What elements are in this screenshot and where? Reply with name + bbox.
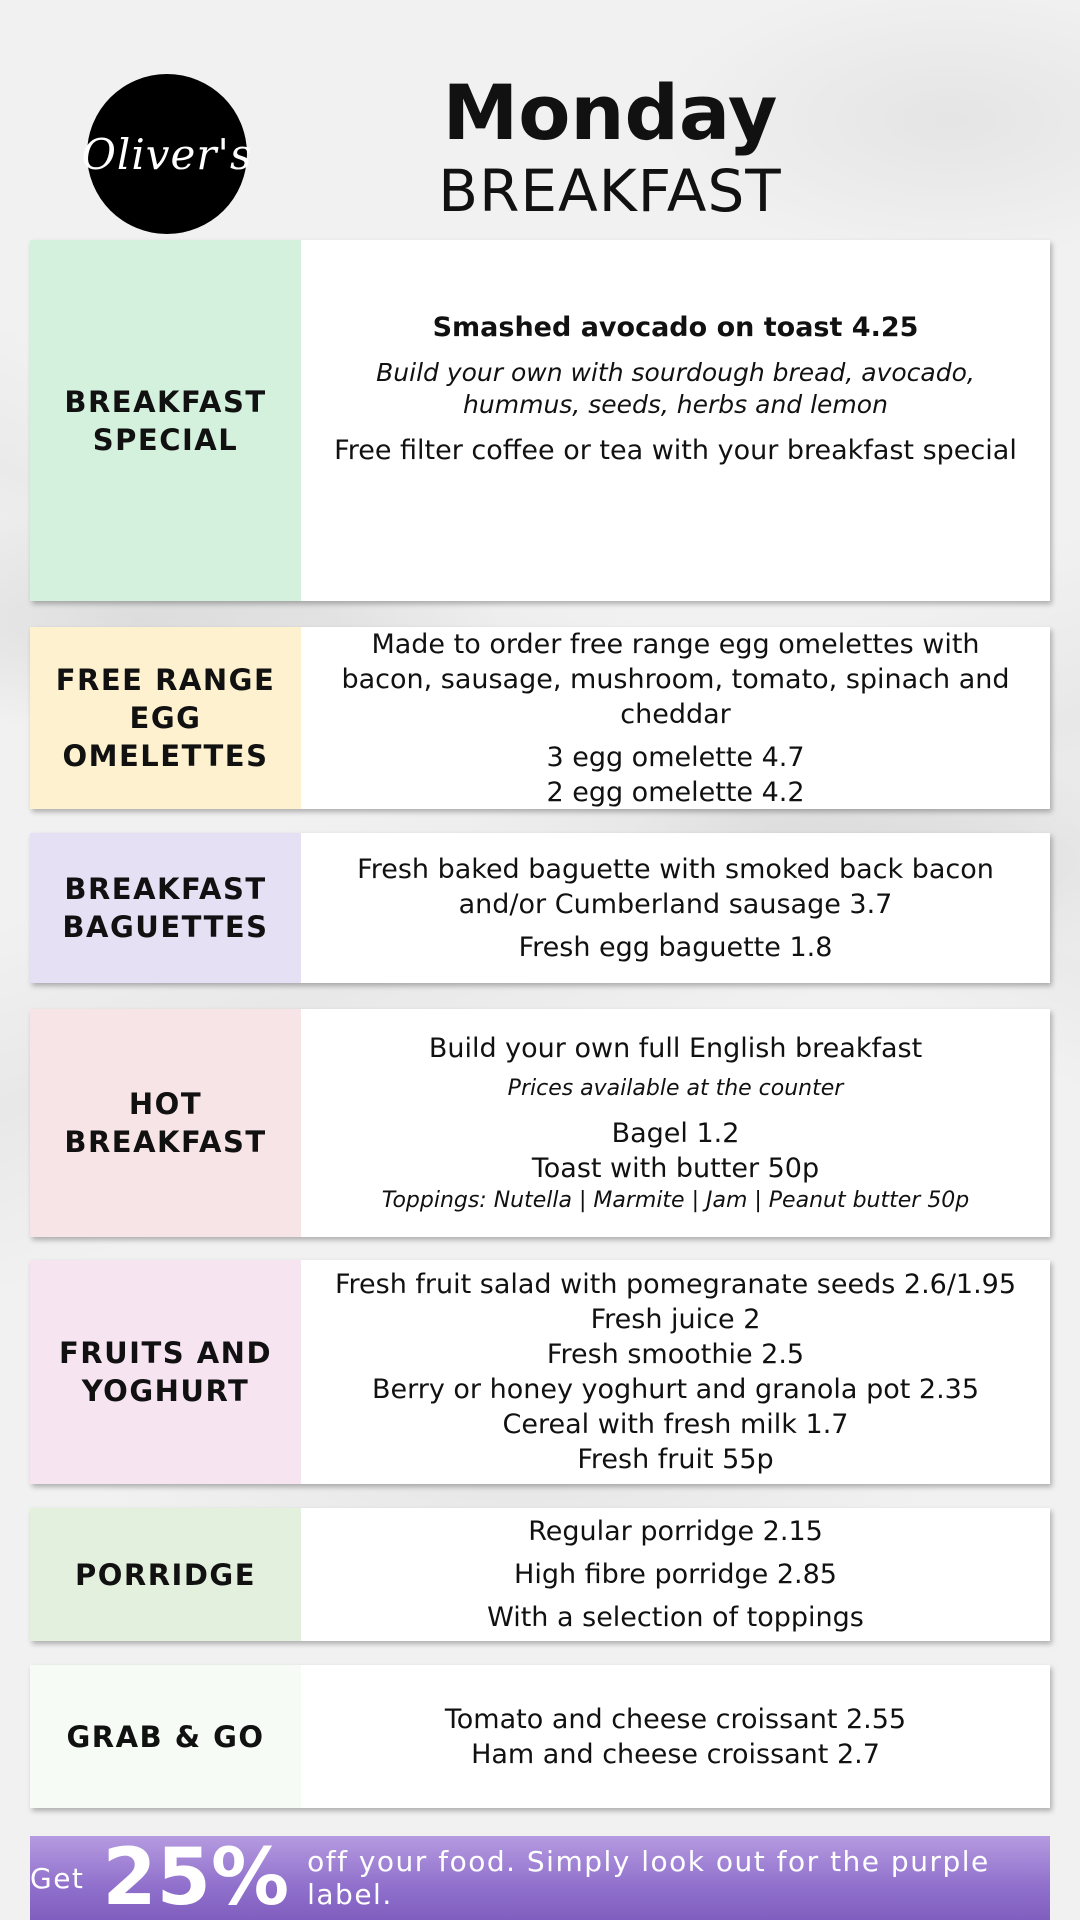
menu-item: Berry or honey yoghurt and granola pot 2.35	[371, 1374, 980, 1405]
section-body	[301, 833, 1050, 983]
section-body	[301, 627, 1050, 809]
menu-item: Fresh juice 2	[590, 1304, 761, 1335]
section-body	[301, 1260, 1050, 1484]
section-omelettes	[30, 627, 1050, 809]
promo-percent: 25%	[102, 1836, 290, 1920]
section-breakfast-special	[30, 240, 1050, 601]
section-label: FREE RANGE EGG OMELETTES	[30, 627, 301, 809]
page-title: Monday	[442, 68, 778, 157]
menu-item: Cereal with fresh milk 1.7	[502, 1409, 849, 1440]
menu-item: Toast with butter 50p	[531, 1152, 820, 1184]
section-porridge	[30, 1508, 1050, 1641]
special-headline: Smashed avocado on toast 4.25	[432, 312, 919, 343]
menu-item: 2 egg omelette 4.2	[546, 776, 805, 808]
section-label: BREAKFAST BAGUETTES	[30, 833, 301, 983]
section-label: PORRIDGE	[30, 1508, 301, 1641]
special-description: Build your own with sourdough bread, avocado, hummus, seeds, herbs and lemon	[376, 358, 975, 419]
menu-item: 3 egg omelette 4.7	[546, 741, 805, 773]
section-body	[301, 240, 1050, 601]
menu-item: Fresh fruit 55p	[577, 1444, 774, 1475]
section-label: GRAB & GO	[30, 1665, 301, 1808]
menu-item: High fibre porridge 2.85	[514, 1559, 837, 1590]
menu-item: Ham and cheese croissant 2.7	[471, 1738, 880, 1770]
hot-toppings: Toppings: Nutella | Marmite | Jam | Peanut butter 50p	[381, 1187, 970, 1213]
promo-prefix: Get	[30, 1861, 85, 1895]
menu-item: Tomato and cheese croissant 2.55	[444, 1703, 907, 1735]
menu-item: Regular porridge 2.15	[528, 1516, 823, 1547]
menu-item: Fresh egg baguette 1.8	[518, 931, 833, 963]
section-body	[301, 1009, 1050, 1237]
section-label: BREAKFAST SPECIAL	[30, 240, 301, 601]
section-body	[301, 1508, 1050, 1641]
menu-item: Fresh fruit salad with pomegranate seeds 2.6/1.95	[334, 1269, 1017, 1300]
promo-banner	[30, 1836, 1050, 1920]
logo-text: Oliver's	[81, 129, 253, 179]
page-subtitle: BREAKFAST	[438, 157, 782, 225]
section-grab-and-go	[30, 1665, 1050, 1808]
section-label: FRUITS AND YOGHURT	[30, 1260, 301, 1484]
hot-headline: Build your own full English breakfast	[428, 1032, 923, 1064]
omelettes-description: Made to order free range egg omelettes with bacon, sausage, mushroom, tomato, spinach and cheddar	[341, 628, 1010, 730]
hot-note: Prices available at the counter	[507, 1075, 844, 1101]
menu-item: Fresh smoothie 2.5	[546, 1339, 805, 1370]
promo-suffix: off your food. Simply look out for the purple label.	[307, 1845, 990, 1911]
section-label: HOT BREAKFAST	[30, 1009, 301, 1237]
section-hot-breakfast	[30, 1009, 1050, 1237]
section-body	[301, 1665, 1050, 1808]
special-offer: Free filter coffee or tea with your breakfast special	[334, 435, 1017, 466]
section-fruits-yoghurt	[30, 1260, 1050, 1484]
brand-logo	[81, 74, 253, 234]
menu-item: With a selection of toppings	[487, 1602, 864, 1633]
menu-item: Bagel 1.2	[611, 1117, 740, 1149]
baguettes-description: Fresh baked baguette with smoked back bacon and/or Cumberland sausage 3.7	[357, 853, 994, 920]
section-baguettes	[30, 833, 1050, 983]
